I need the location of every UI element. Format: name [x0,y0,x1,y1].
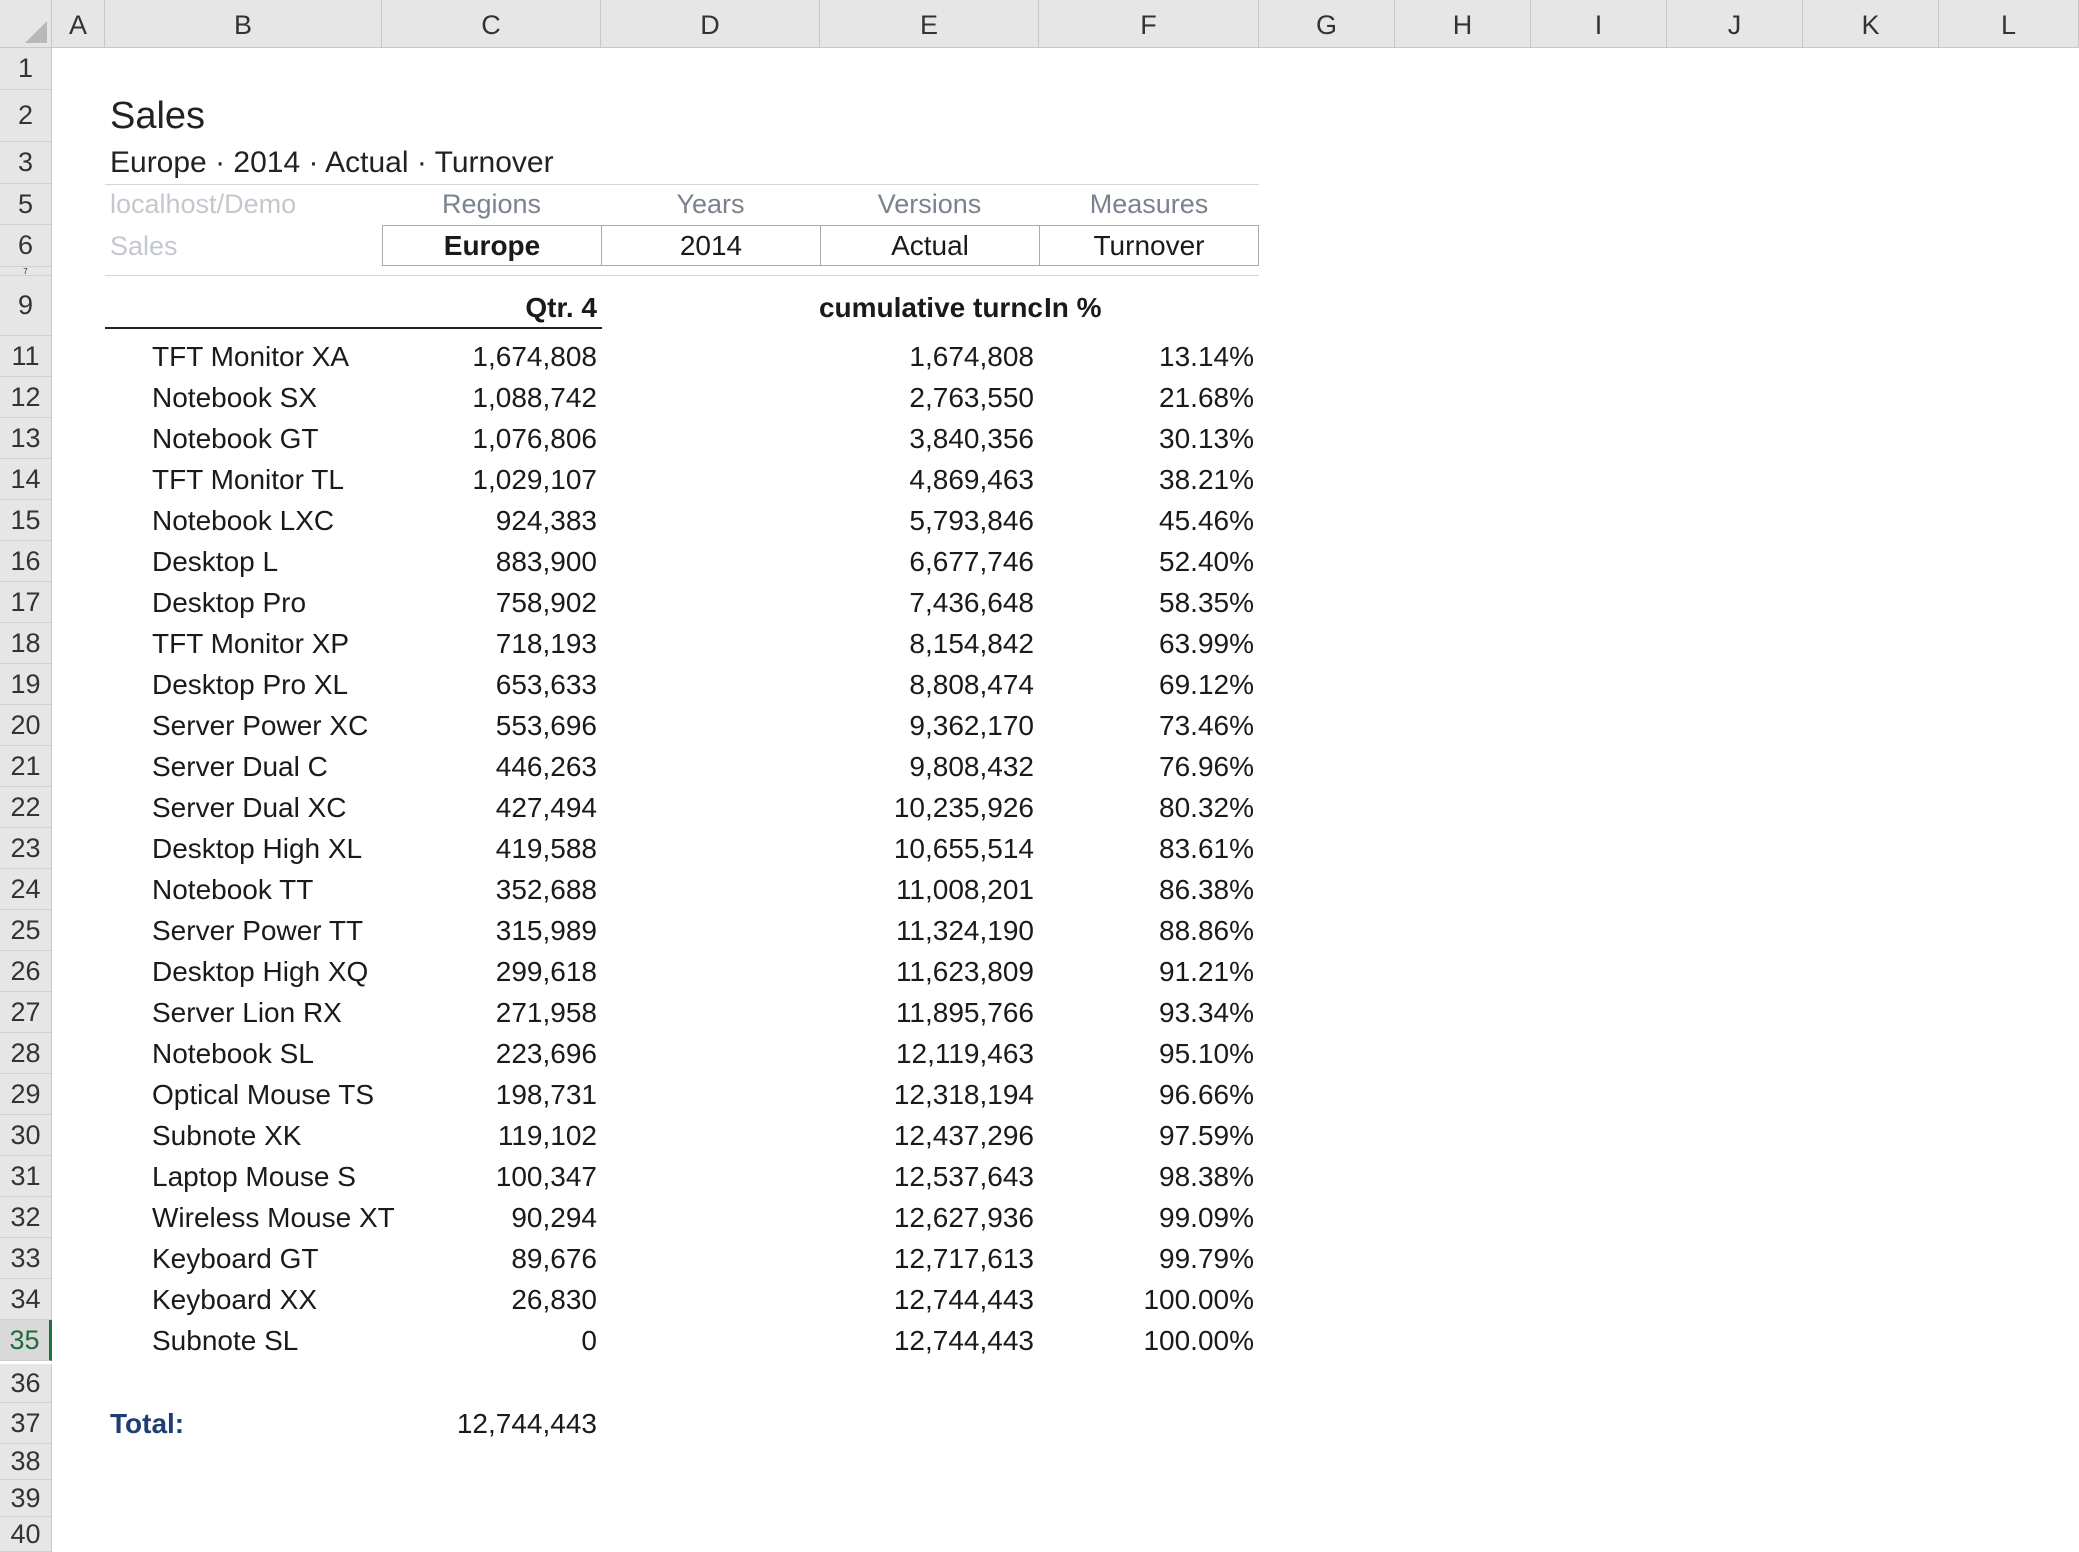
cumulative-value: 3,840,356 [909,422,1034,454]
percent-value: 83.61% [1159,832,1254,864]
product-name: Notebook GT [152,422,319,454]
cumulative-value: 10,235,926 [893,791,1034,823]
percent-value: 99.79% [1159,1242,1254,1274]
percent-value: 91.21% [1159,955,1254,987]
row-header[interactable]: 15 [0,500,52,541]
row-header[interactable]: 7 [0,267,52,276]
percent-value: 21.68% [1159,381,1254,413]
cumulative-value: 8,808,474 [909,668,1034,700]
column-header-d[interactable]: D [601,0,820,48]
row-header[interactable]: 3 [0,142,52,184]
percent-value: 63.99% [1159,627,1254,659]
qtr4-value: 553,696 [495,709,597,741]
product-name: Server Lion RX [152,996,342,1028]
product-name: Notebook SL [152,1037,314,1069]
qtr4-value: 419,588 [495,832,597,864]
product-name: Notebook LXC [152,504,335,536]
row-header[interactable]: 21 [0,746,52,787]
row-header[interactable]: 17 [0,582,52,623]
percent-value: 97.59% [1159,1119,1254,1151]
column-header-k[interactable]: K [1803,0,1939,48]
product-name: Server Dual C [152,750,328,782]
column-header-b[interactable]: B [105,0,382,48]
product-name: Server Power TT [152,914,364,946]
percent-value: 45.46% [1159,504,1254,536]
percent-value: 76.96% [1159,750,1254,782]
percent-value: 100.00% [1143,1324,1254,1356]
row-header[interactable]: 5 [0,184,52,225]
row-header[interactable]: 34 [0,1279,52,1320]
column-header-c[interactable]: C [382,0,601,48]
row-header[interactable]: 19 [0,664,52,705]
percent-value: 99.09% [1159,1201,1254,1233]
column-header-f[interactable]: F [1039,0,1259,48]
product-name: Keyboard XX [152,1283,317,1315]
cumulative-value: 9,808,432 [909,750,1034,782]
report-title: Sales [110,94,206,137]
product-name: Desktop High XQ [152,955,369,987]
cumulative-value: 4,869,463 [909,463,1034,495]
product-name: Notebook TT [152,873,314,905]
percent-value: 38.21% [1159,463,1254,495]
column-header-g[interactable]: G [1259,0,1395,48]
qtr4-value: 352,688 [495,873,597,905]
qtr4-value: 653,633 [495,668,597,700]
cumulative-value: 1,674,808 [909,340,1034,372]
cumulative-value: 5,793,846 [909,504,1034,536]
measure-selector[interactable]: Turnover [1039,225,1259,266]
row-header[interactable]: 36 [0,1364,52,1403]
row-header[interactable]: 1 [0,48,52,90]
product-name: Subnote XK [152,1119,302,1151]
row-header[interactable]: 13 [0,418,52,459]
row-header[interactable]: 16 [0,541,52,582]
qtr4-value: 299,618 [495,955,597,987]
percent-value: 80.32% [1159,791,1254,823]
percent-value: 98.38% [1159,1160,1254,1192]
qtr4-value: 718,193 [495,627,597,659]
percent-value: 52.40% [1159,545,1254,577]
column-header-h[interactable]: H [1395,0,1531,48]
row-header[interactable]: 12 [0,377,52,418]
select-all-corner[interactable] [0,0,52,48]
column-header-e[interactable]: E [820,0,1039,48]
row-header[interactable]: 30 [0,1115,52,1156]
row-header[interactable]: 26 [0,951,52,992]
qtr4-value: 1,088,742 [472,381,597,413]
row-header[interactable]: 29 [0,1074,52,1115]
percent-value: 93.34% [1159,996,1254,1028]
qtr4-value: 1,029,107 [472,463,597,495]
version-selector[interactable]: Actual [820,225,1040,266]
report-subtitle: Europe · 2014 · Actual · Turnover [110,146,554,179]
divider [105,275,1259,276]
percent-value: 73.46% [1159,709,1254,741]
cumulative-value: 9,362,170 [909,709,1034,741]
cumulative-value: 10,655,514 [893,832,1034,864]
row-header[interactable]: 9 [0,276,52,336]
year-selector[interactable]: 2014 [601,225,821,266]
product-name: Subnote SL [152,1324,299,1356]
qtr4-value: 119,102 [497,1119,597,1151]
row-header[interactable]: 38 [0,1444,52,1480]
product-name: Notebook SX [152,381,317,413]
percent-value: 96.66% [1159,1078,1254,1110]
dimension-label-measures: Measures [1089,189,1209,219]
product-name: TFT Monitor XP [152,627,350,659]
product-name: Server Power XC [152,709,369,741]
column-title-qtr4: Qtr. 4 [525,292,597,323]
row-header[interactable]: 11 [0,336,52,377]
percent-value: 95.10% [1159,1037,1254,1069]
column-header-j[interactable]: J [1667,0,1803,48]
qtr4-value: 883,900 [495,545,597,577]
select-all-triangle-icon [25,21,47,43]
row-header[interactable]: 2 [0,90,52,142]
product-name: Keyboard GT [152,1242,319,1274]
product-name: Desktop Pro XL [152,668,349,700]
cumulative-value: 2,763,550 [909,381,1034,413]
region-selector[interactable]: Europe [382,225,602,266]
cube-label: Sales [110,230,178,261]
percent-value: 86.38% [1159,873,1254,905]
header-underline [105,327,602,329]
percent-value: 100.00% [1143,1283,1254,1315]
dimension-label-versions: Versions [877,189,982,219]
cumulative-value: 11,623,809 [895,955,1034,987]
row-header[interactable]: 33 [0,1238,52,1279]
dimension-label-regions: Regions [441,189,542,219]
cumulative-value: 12,744,443 [893,1324,1034,1356]
cumulative-value: 11,324,190 [895,914,1034,946]
column-header-i[interactable]: I [1531,0,1667,48]
product-name: Server Dual XC [152,791,347,823]
qtr4-value: 223,696 [495,1037,597,1069]
total-value: 12,744,443 [456,1407,597,1439]
dimension-label-years: Years [676,189,745,219]
qtr4-value: 198,731 [495,1078,597,1110]
row-header[interactable]: 31 [0,1156,52,1197]
row-header[interactable]: 23 [0,828,52,869]
cumulative-value: 11,895,766 [895,996,1034,1028]
row-header[interactable]: 18 [0,623,52,664]
row-header[interactable]: 32 [0,1197,52,1238]
cumulative-value: 12,537,643 [893,1160,1034,1192]
row-header[interactable]: 37 [0,1403,52,1444]
cumulative-value: 12,437,296 [893,1119,1034,1151]
row-header[interactable]: 22 [0,787,52,828]
row-header[interactable]: 28 [0,1033,52,1074]
column-header-a[interactable]: A [52,0,105,48]
product-name: Laptop Mouse S [152,1160,356,1192]
cumulative-value: 12,627,936 [893,1201,1034,1233]
product-name: Desktop High XL [152,832,363,864]
column-header-l[interactable]: L [1939,0,2079,48]
row-header[interactable]: 39 [0,1480,52,1517]
product-name: TFT Monitor XA [152,340,350,372]
column-title-percent: In % [1044,292,1102,323]
column-title-cumulative: cumulative turnc [818,292,1043,323]
percent-value: 30.13% [1159,422,1254,454]
qtr4-value: 26,830 [511,1283,597,1315]
product-name: Desktop L [152,545,279,577]
qtr4-value: 100,347 [495,1160,597,1192]
cumulative-value: 8,154,842 [909,627,1034,659]
percent-value: 13.14% [1159,340,1254,372]
qtr4-value: 0 [581,1324,597,1356]
row-header[interactable]: 40 [0,1517,52,1552]
cumulative-value: 12,119,463 [895,1037,1034,1069]
row-header[interactable]: 14 [0,459,52,500]
qtr4-value: 427,494 [495,791,597,823]
total-label: Total: [110,1407,185,1439]
percent-value: 58.35% [1159,586,1254,618]
qtr4-value: 924,383 [495,504,597,536]
qtr4-value: 758,902 [495,586,597,618]
qtr4-value: 1,674,808 [472,340,597,372]
cumulative-value: 11,008,201 [895,873,1034,905]
row-header[interactable]: 20 [0,705,52,746]
qtr4-value: 90,294 [511,1201,597,1233]
qtr4-value: 89,676 [511,1242,597,1274]
row-header[interactable]: 27 [0,992,52,1033]
row-header[interactable]: 25 [0,910,52,951]
product-name: Wireless Mouse XT [152,1201,395,1233]
product-name: Optical Mouse TS [152,1078,375,1110]
cumulative-value: 7,436,648 [909,586,1034,618]
percent-value: 69.12% [1159,668,1254,700]
row-header[interactable]: 24 [0,869,52,910]
product-name: TFT Monitor TL [152,463,344,495]
row-header[interactable]: 35 [0,1320,52,1361]
cumulative-value: 6,677,746 [909,545,1034,577]
connection-label: localhost/Demo [110,189,297,219]
cumulative-value: 12,318,194 [893,1078,1034,1110]
qtr4-value: 1,076,806 [472,422,597,454]
product-name: Desktop Pro [152,586,307,618]
cumulative-value: 12,744,443 [893,1283,1034,1315]
percent-value: 88.86% [1159,914,1254,946]
qtr4-value: 446,263 [495,750,597,782]
qtr4-value: 315,989 [495,914,597,946]
row-header[interactable]: 6 [0,225,52,267]
qtr4-value: 271,958 [495,996,597,1028]
cumulative-value: 12,717,613 [893,1242,1034,1274]
